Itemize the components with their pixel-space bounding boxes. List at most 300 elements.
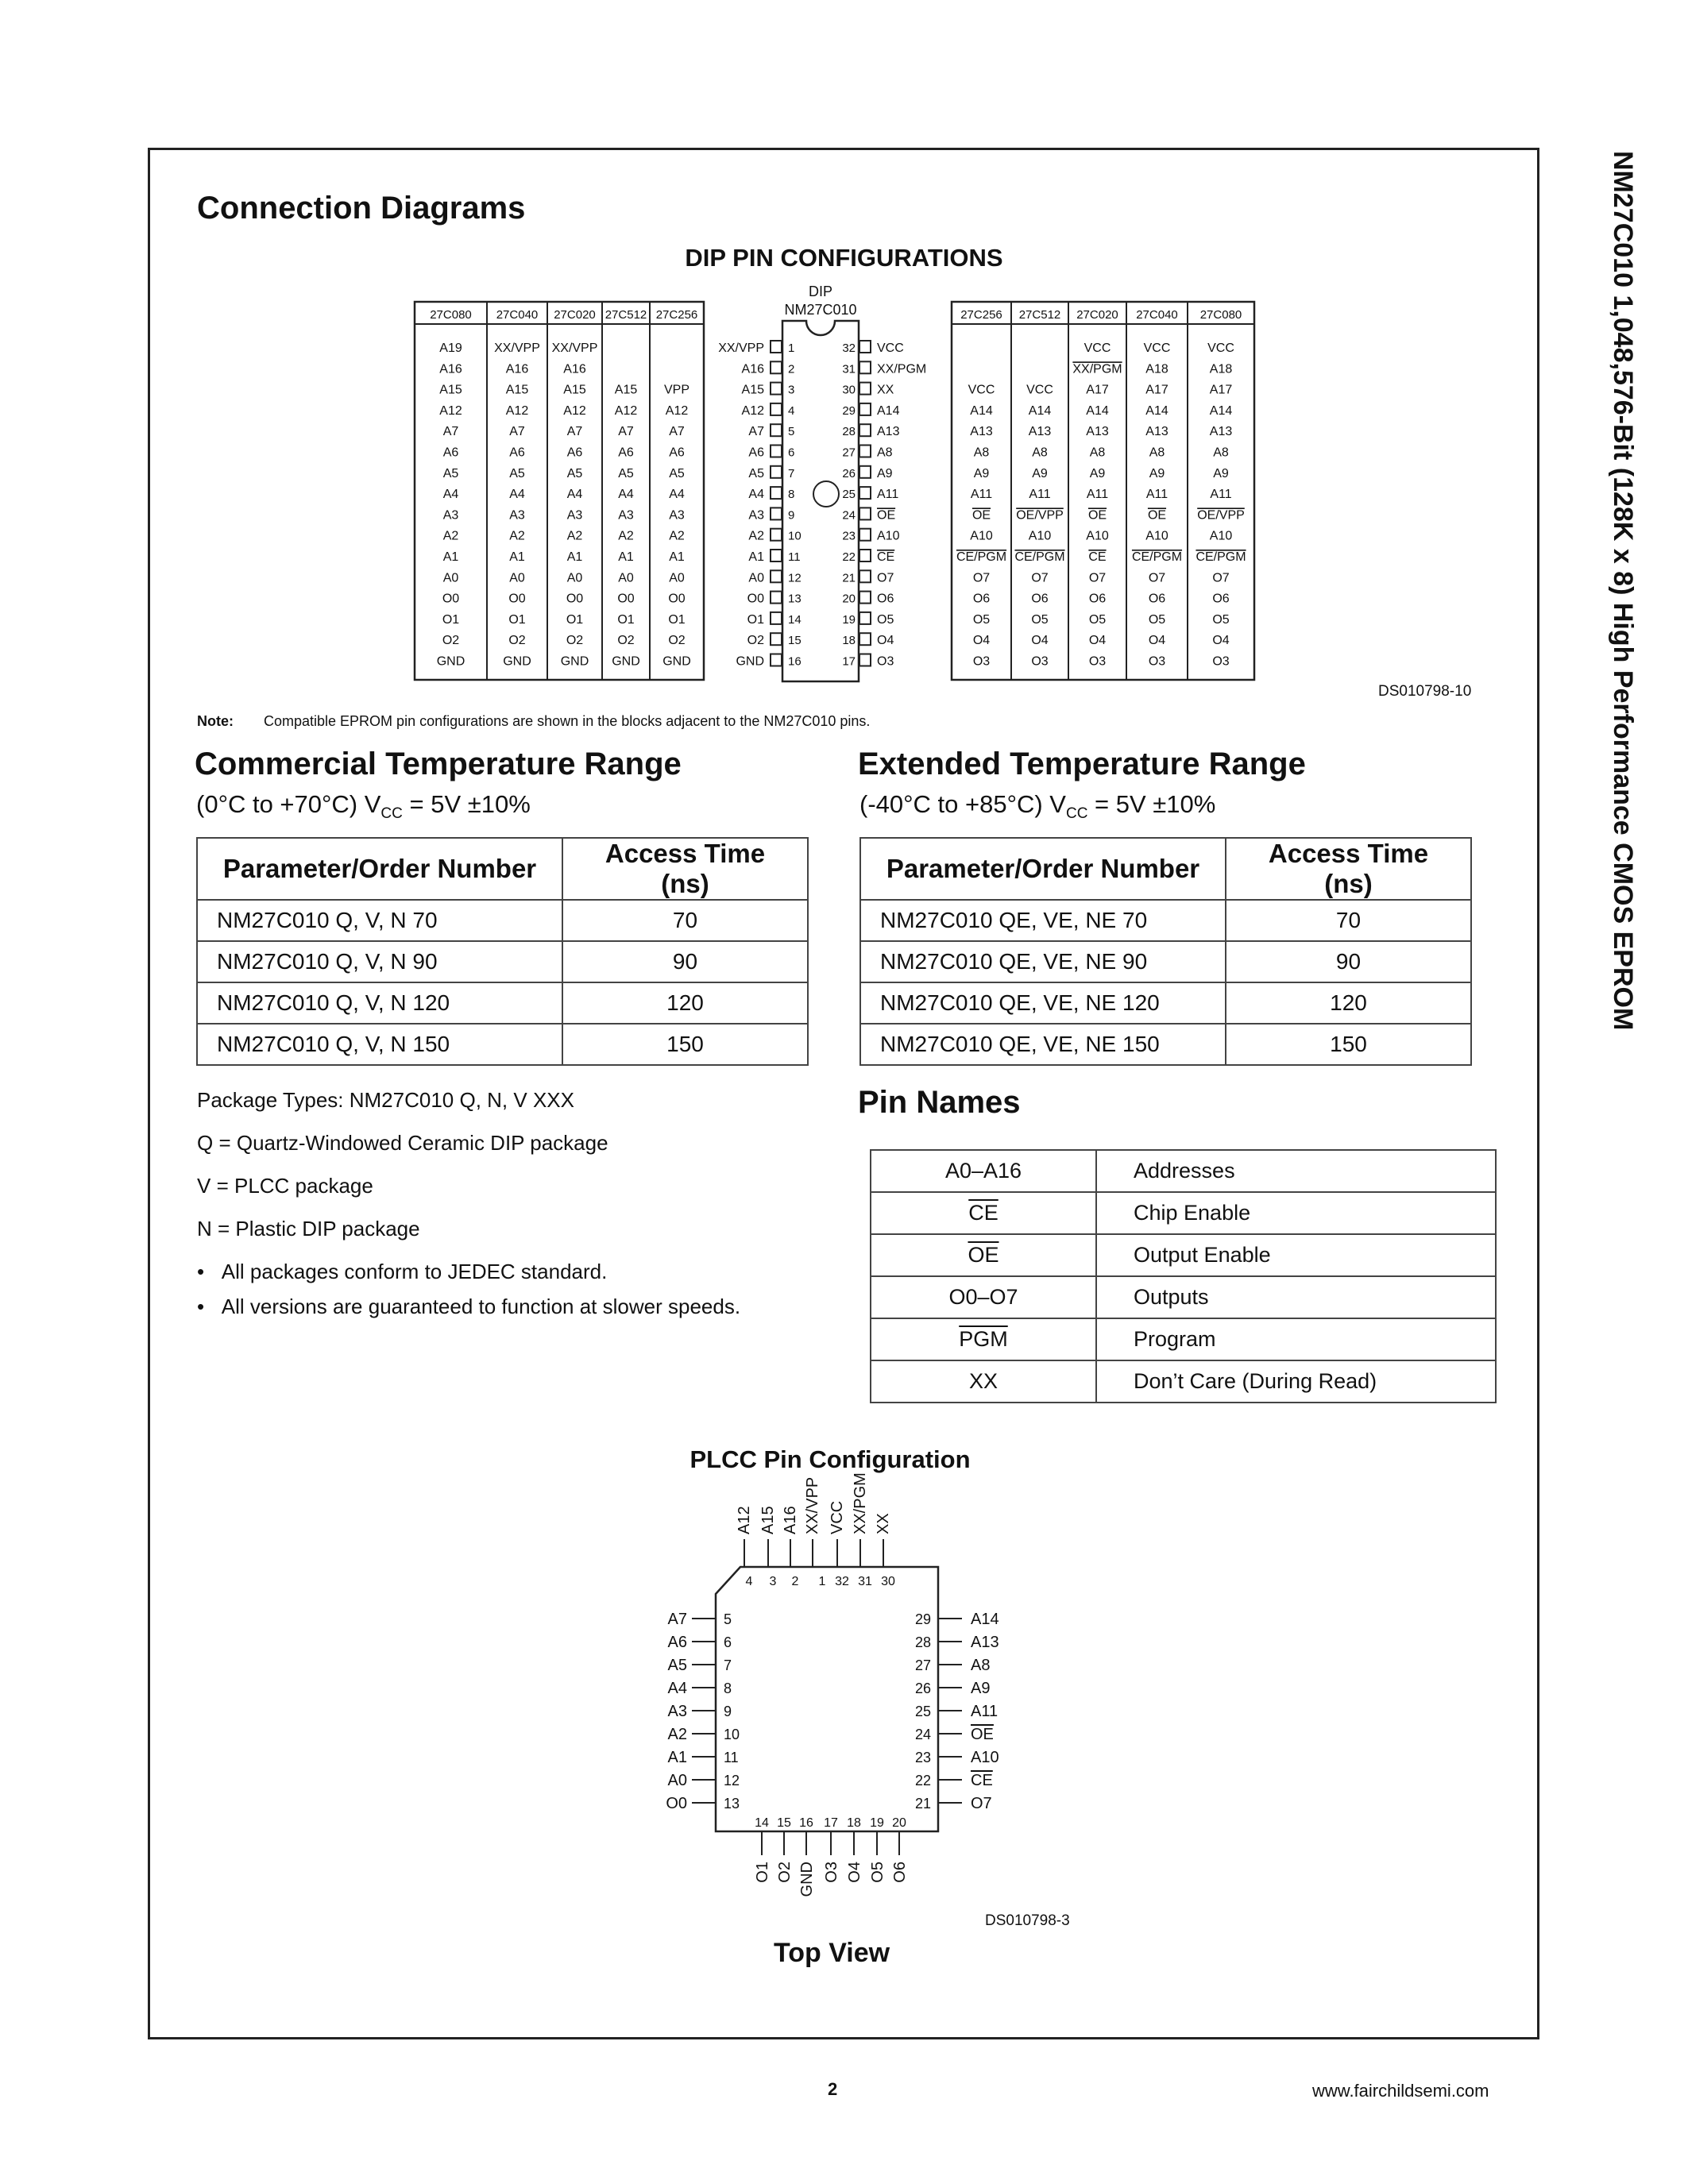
plcc-right-pin-label: OE	[971, 1726, 994, 1743]
dip-left-pin-label: GND	[503, 654, 531, 669]
plcc-top-pin-number: 31	[858, 1575, 872, 1588]
plcc-bottom-pin-label: O4	[846, 1862, 863, 1883]
pin-description: Chip Enable	[1096, 1192, 1496, 1234]
access-time: 90	[1226, 941, 1471, 982]
dip-right-pin-label: VCC	[1143, 341, 1171, 355]
dip-right-pin-label: A17	[1145, 383, 1168, 397]
dip-left-pin-label: O1	[442, 612, 460, 627]
dip-left-pin-label: A16	[505, 362, 529, 376]
dip-left-pin-label: A12	[439, 403, 462, 418]
plcc-left-pin-label: A6	[667, 1634, 687, 1651]
dip-center-left-pin: A12	[741, 403, 764, 418]
dip-right-pin-label: A10	[1209, 529, 1233, 543]
dip-left-pin-label: A12	[665, 403, 689, 418]
dip-right-pin-label: VCC	[968, 383, 995, 397]
plcc-right-pin-label: A14	[971, 1611, 999, 1628]
order-number: NM27C010 QE, VE, NE 90	[860, 941, 1226, 982]
dip-center-right-pin: XX/PGM	[877, 362, 927, 376]
access-time: 70	[1226, 900, 1471, 941]
dip-right-pin-label: O4	[972, 634, 991, 648]
dip-left-pin-label: O1	[508, 612, 526, 627]
document-title: NM27C010 1,048,576-Bit (128K x 8) High Performance CMOS EPROM	[1608, 151, 1638, 1031]
dip-right-pin-label: A9	[973, 466, 990, 480]
plcc-bottom-pin-number: 15	[777, 1816, 791, 1830]
dip-right-column-header: 27C256	[960, 308, 1002, 322]
dip-center-right-pin: O4	[877, 634, 894, 648]
dip-left-pin-label: A4	[618, 488, 634, 502]
dip-pin-number-right: 19	[842, 612, 856, 627]
dip-right-pin-label: CE/PGM	[956, 550, 1007, 564]
plcc-bottom-pin-number: 19	[870, 1816, 884, 1830]
dip-right-pin-label: A14	[1028, 403, 1052, 418]
dip-right-pin-label: CE	[1088, 550, 1107, 564]
dip-right-pin-label: VCC	[1026, 383, 1053, 397]
dip-left-pin-label: A6	[442, 446, 459, 460]
plcc-left-pin-number: 5	[724, 1611, 732, 1627]
plcc-right-pin-number: 21	[914, 1796, 931, 1812]
dip-center-left-pin: A3	[748, 508, 764, 523]
plcc-bottom-pin-number: 18	[847, 1816, 861, 1830]
dip-right-column-header: 27C040	[1136, 308, 1178, 322]
commercial-cond-suffix: = 5V ±10%	[402, 790, 531, 818]
access-time: 150	[562, 1024, 808, 1065]
dip-left-pin-label: O1	[566, 612, 584, 627]
dip-right-pin-label: O6	[972, 592, 991, 606]
dip-right-pin-label: O6	[1212, 592, 1230, 606]
access-time: 120	[562, 982, 808, 1024]
plcc-left-pin-label: A7	[667, 1611, 687, 1628]
dip-right-pin-label: OE/VPP	[1016, 508, 1064, 523]
pin-name: XX	[871, 1360, 1096, 1403]
dip-center-left-pin: A16	[741, 362, 764, 376]
table-header: Parameter/Order Number	[860, 838, 1226, 900]
dip-left-pin-label: A1	[618, 550, 634, 564]
plcc-left-pin-number: 10	[724, 1727, 740, 1742]
commercial-cond-sub: CC	[380, 805, 403, 823]
dip-drawing-id: DS010798-10	[1378, 683, 1472, 700]
dip-left-pin-label: A0	[442, 571, 459, 585]
section-title: Connection Diagrams	[197, 191, 526, 226]
dip-left-pin-label: A16	[439, 362, 462, 376]
dip-left-pin-label: A3	[566, 508, 583, 523]
dip-left-pin-label: XX/VPP	[494, 341, 540, 355]
plcc-top-pin-number: 3	[769, 1575, 777, 1588]
extended-title: Extended Temperature Range	[858, 747, 1306, 781]
footer-url: www.fairchildsemi.com	[1312, 2081, 1489, 2101]
dip-center-right-pin: O6	[877, 592, 894, 606]
dip-center-left-pin: XX/VPP	[718, 341, 764, 355]
dip-pin-number-right: 25	[842, 488, 856, 502]
dip-left-pin-label: A1	[442, 550, 459, 564]
dip-left-pin-label: A5	[509, 466, 525, 480]
dip-left-pin-label: A4	[566, 488, 583, 502]
dip-pin-number-right: 23	[842, 529, 856, 543]
dip-center-right-pin: A10	[877, 529, 900, 543]
pin-name: A0–A16	[871, 1150, 1096, 1192]
dip-left-pin-label: A0	[669, 571, 685, 585]
pin-description: Output Enable	[1096, 1234, 1496, 1276]
dip-right-pin-label: A10	[1145, 529, 1168, 543]
plcc-bottom-pin-number: 20	[892, 1816, 906, 1830]
plcc-top-pin-label: VCC	[829, 1500, 846, 1534]
dip-left-pin-label: GND	[612, 654, 640, 669]
dip-right-pin-label: A8	[1213, 446, 1229, 460]
plcc-body	[716, 1567, 938, 1831]
dip-pin-number-left: 1	[788, 341, 795, 355]
dip-center-right-pin: A14	[877, 403, 900, 418]
plcc-right-pin-number: 25	[914, 1704, 931, 1719]
dip-center-right-pin: A13	[877, 425, 900, 439]
dip-right-pin-label: A11	[1086, 488, 1109, 502]
dip-right-pin-label: O6	[1031, 592, 1049, 606]
dip-right-pin-label: A14	[970, 403, 993, 418]
dip-right-pin-label: O3	[1088, 654, 1107, 669]
dip-right-pin-label: A13	[1145, 425, 1168, 439]
dip-left-pin-label: A1	[566, 550, 583, 564]
plcc-top-pin-number: 2	[791, 1575, 799, 1588]
dip-left-pin-label: A4	[669, 488, 685, 502]
pin-description: Addresses	[1096, 1150, 1496, 1192]
plcc-top-pin-number: 32	[835, 1575, 849, 1588]
dip-pin-number-left: 12	[788, 571, 802, 585]
dip-right-pin-label: A9	[1032, 466, 1048, 480]
plcc-left-pin-number: 6	[724, 1634, 732, 1650]
extended-cond-suffix: = 5V ±10%	[1087, 790, 1216, 818]
dip-left-pin-label: A7	[618, 425, 634, 439]
pin-name: $\overline{PGM}$	[871, 1318, 1096, 1360]
dip-right-pin-label: A11	[1145, 488, 1168, 502]
package-line: V = PLCC package	[197, 1174, 373, 1198]
dip-right-pin-label: O7	[1212, 571, 1230, 585]
dip-center-right-pin: A9	[877, 466, 893, 480]
dip-pin-number-left: 2	[788, 362, 795, 376]
dip-right-pin-label: A10	[1028, 529, 1052, 543]
plcc-title: PLCC Pin Configuration	[689, 1445, 971, 1473]
dip-right-pin-label: O6	[1148, 592, 1166, 606]
dip-right-pin-label: O6	[1088, 592, 1107, 606]
dip-right-pin-label: OE	[1147, 508, 1167, 523]
plcc-left-pin-number: 12	[724, 1773, 740, 1788]
dip-center-left-pin: O2	[747, 634, 764, 648]
bullet-item: • All packages conform to JEDEC standard.	[197, 1260, 608, 1283]
dip-left-pin-label: A0	[566, 571, 583, 585]
dip-left-pin-label: O1	[668, 612, 686, 627]
plcc-top-pin-label: XX	[875, 1513, 892, 1534]
dip-left-pin-label: O0	[566, 592, 584, 606]
plcc-view-label: Top View	[774, 1938, 890, 1968]
dip-pin-number-right: 22	[842, 550, 856, 564]
order-number: NM27C010 Q, V, N 120	[197, 982, 562, 1024]
pin-name: $\overline{CE}$	[871, 1192, 1096, 1234]
dip-left-pin-label: A5	[566, 466, 583, 480]
dip-left-pin-label: A15	[439, 383, 462, 397]
dip-pin-number-right: 28	[842, 425, 856, 439]
dip-right-pin-label: A9	[1149, 466, 1165, 480]
plcc-right-pin-number: 24	[914, 1727, 931, 1742]
dip-pin-number-left: 9	[788, 508, 795, 523]
dip-left-pin-label: A2	[566, 529, 583, 543]
plcc-left-pin-label: A2	[667, 1726, 687, 1743]
dip-right-pin-label: A9	[1089, 466, 1106, 480]
dip-right-pin-label: CE/PGM	[1131, 550, 1183, 564]
dip-left-pin-label: A5	[618, 466, 634, 480]
dip-center-right-pin: OE	[877, 508, 896, 523]
dip-right-pin-label: O7	[1088, 571, 1107, 585]
plcc-right-pin-number: 26	[914, 1680, 931, 1696]
dip-right-pin-label: A11	[1210, 488, 1232, 502]
package-line: N = Plastic DIP package	[197, 1217, 420, 1241]
plcc-left-pin-number: 9	[724, 1704, 732, 1719]
dip-left-pin-label: A0	[618, 571, 634, 585]
dip-right-pin-label: A18	[1145, 362, 1168, 376]
dip-right-pin-label: A8	[1089, 446, 1106, 460]
dip-left-column-header: 27C040	[496, 308, 539, 322]
dip-center-right-pin: O7	[877, 571, 894, 585]
plcc-drawing-id: DS010798-3	[985, 1912, 1070, 1929]
dip-right-pin-label: VCC	[1083, 341, 1111, 355]
dip-left-pin-label: A7	[566, 425, 583, 439]
dip-pin-number-left: 15	[788, 634, 802, 648]
order-number: NM27C010 Q, V, N 70	[197, 900, 562, 941]
pin-names-title: Pin Names	[858, 1085, 1021, 1120]
dip-right-pin-label: A13	[1086, 425, 1109, 439]
plcc-left-pin-label: A3	[667, 1703, 687, 1720]
plcc-bottom-pin-label: O5	[869, 1862, 886, 1883]
dip-right-pin-label: OE	[971, 508, 991, 523]
dip-left-pin-label: O1	[617, 612, 635, 627]
package-line: Q = Quartz-Windowed Ceramic DIP package	[197, 1131, 608, 1155]
dip-center-left-pin: A7	[748, 425, 764, 439]
package-line: Package Types: NM27C010 Q, N, V XXX	[197, 1088, 574, 1112]
page-number: 2	[828, 2079, 838, 2099]
dip-right-pin-label: A11	[970, 488, 993, 502]
dip-left-pin-label: A3	[509, 508, 525, 523]
dip-left-pin-label: A4	[509, 488, 525, 502]
order-number: NM27C010 Q, V, N 150	[197, 1024, 562, 1065]
dip-left-column-header: 27C512	[605, 308, 647, 322]
dip-right-pin-label: O7	[1031, 571, 1049, 585]
dip-left-pin-label: A15	[563, 383, 586, 397]
dip-right-column-header: 27C512	[1018, 308, 1061, 322]
dip-right-pin-label: O4	[1212, 634, 1230, 648]
plcc-right-pin-label: A9	[971, 1680, 991, 1697]
dip-left-pin-label: O0	[668, 592, 686, 606]
plcc-right-pin-label: A8	[971, 1657, 991, 1674]
plcc-top-pin-label: A15	[759, 1506, 777, 1534]
dip-left-pin-label: A6	[509, 446, 525, 460]
dip-pin-number-right: 24	[842, 508, 856, 523]
dip-pin-number-left: 7	[788, 466, 795, 480]
dip-left-column-header: 27C020	[554, 308, 596, 322]
plcc-bottom-pin-label: O1	[754, 1862, 771, 1883]
dip-right-pin-label: A10	[970, 529, 993, 543]
dip-right-pin-label: O3	[1212, 654, 1230, 669]
dip-right-pin-label: A9	[1213, 466, 1229, 480]
dip-left-pin-label: A1	[669, 550, 685, 564]
pin-name: $\overline{OE}$	[871, 1234, 1096, 1276]
pin-name: O0–O7	[871, 1276, 1096, 1318]
plcc-bottom-pin-number: 16	[799, 1816, 813, 1830]
dip-left-pin-label: A12	[614, 403, 638, 418]
dip-pin-number-left: 4	[788, 403, 795, 418]
dip-pin-number-left: 11	[788, 550, 801, 564]
order-number: NM27C010 QE, VE, NE 120	[860, 982, 1226, 1024]
dip-pin-number-left: 14	[788, 612, 802, 627]
bullet-text: All versions are guaranteed to function at slower speeds.	[221, 1295, 741, 1318]
dip-right-pin-label: O5	[1088, 612, 1107, 627]
dip-right-pin-label: O3	[972, 654, 991, 669]
dip-left-pin-label: O2	[668, 634, 686, 648]
dip-center-right-pin: A8	[877, 446, 893, 460]
dip-left-pin-label: A2	[442, 529, 459, 543]
dip-left-column-header: 27C080	[430, 308, 472, 322]
extended-cond-prefix: (-40°C to +85°C) V	[859, 790, 1066, 818]
plcc-right-pin-number: 22	[914, 1773, 931, 1788]
plcc-left-pin-number: 11	[724, 1750, 739, 1765]
dip-right-pin-label: O5	[1031, 612, 1049, 627]
plcc-top-pin-label: A16	[782, 1506, 799, 1534]
dip-right-pin-label: A11	[1029, 488, 1051, 502]
dip-left-pin-label: GND	[662, 654, 691, 669]
dip-left-pin-label: A4	[442, 488, 459, 502]
plcc-top-pin-label: XX/VPP	[804, 1476, 821, 1534]
dip-pin-number-right: 17	[842, 654, 856, 669]
dip-center-label: DIP	[808, 284, 833, 299]
access-time: 120	[1226, 982, 1471, 1024]
dip-pin-number-left: 8	[788, 488, 795, 502]
plcc-top-pin-label: XX/PGM	[852, 1472, 869, 1534]
order-number: NM27C010 QE, VE, NE 150	[860, 1024, 1226, 1065]
plcc-right-pin-label: A10	[971, 1749, 999, 1766]
dip-left-column-header: 27C256	[655, 308, 698, 322]
dip-right-pin-label: CE/PGM	[1014, 550, 1065, 564]
dip-right-pin-label: A17	[1209, 383, 1233, 397]
dip-right-pin-label: O3	[1148, 654, 1166, 669]
order-number: NM27C010 Q, V, N 90	[197, 941, 562, 982]
dip-right-pin-label: A13	[970, 425, 993, 439]
bullet-item: • All versions are guaranteed to function at slower speeds.	[197, 1295, 741, 1318]
dip-left-pin-label: O2	[617, 634, 635, 648]
dip-right-column-header: 27C020	[1076, 308, 1118, 322]
dip-center-right-pin: VCC	[877, 341, 904, 355]
dip-pin-number-left: 13	[788, 592, 802, 606]
dip-right-pin-label: O5	[1148, 612, 1166, 627]
dip-center-left-pin: A0	[748, 571, 764, 585]
plcc-top-pin-label: A12	[736, 1506, 753, 1534]
dip-left-pin-label: A12	[505, 403, 529, 418]
plcc-left-pin-label: A5	[667, 1657, 687, 1674]
access-time: 90	[562, 941, 808, 982]
pin-description: Don’t Care (During Read)	[1096, 1360, 1496, 1403]
dip-pin-number-left: 16	[788, 654, 802, 669]
dip-pin-number-left: 10	[788, 529, 802, 543]
dip-center-right-pin: XX	[877, 383, 894, 397]
dip-right-pin-label: A10	[1086, 529, 1109, 543]
plcc-right-pin-label: O7	[971, 1795, 992, 1812]
dip-right-pin-label: O7	[972, 571, 991, 585]
dip-left-pin-label: A2	[618, 529, 634, 543]
dip-left-pin-label: O2	[442, 634, 460, 648]
table-header: Access Time (ns)	[562, 838, 808, 900]
plcc-left-pin-label: O0	[666, 1795, 687, 1812]
commercial-cond-prefix: (0°C to +70°C) V	[196, 790, 381, 818]
dip-pin-number-left: 6	[788, 446, 795, 460]
plcc-bottom-pin-label: O6	[891, 1862, 909, 1883]
dip-left-pin-label: A15	[505, 383, 529, 397]
dip-left-pin-label: A16	[563, 362, 586, 376]
dip-right-pin-label: O3	[1031, 654, 1049, 669]
dip-right-pin-label: O4	[1031, 634, 1049, 648]
plcc-right-pin-label: CE	[971, 1772, 993, 1789]
dip-center-right-pin: O5	[877, 612, 894, 627]
dip-center-left-pin: A5	[748, 466, 764, 480]
dip-right-pin-label: XX/PGM	[1072, 362, 1122, 376]
plcc-left-pin-number: 13	[724, 1796, 740, 1812]
plcc-left-pin-number: 7	[724, 1657, 732, 1673]
plcc-right-pin-label: A11	[971, 1703, 999, 1720]
plcc-right-pin-number: 27	[914, 1657, 931, 1673]
plcc-left-pin-label: A4	[667, 1680, 687, 1697]
dip-left-pin-label: O0	[617, 592, 635, 606]
dip-pin-number-right: 32	[842, 341, 856, 355]
plcc-top-pin-number: 4	[745, 1575, 753, 1588]
dip-left-pin-label: GND	[560, 654, 589, 669]
dip-left-pin-label: O2	[566, 634, 584, 648]
dip-pin-number-right: 21	[842, 571, 856, 585]
dip-left-pin-label: O0	[508, 592, 526, 606]
dip-left-pin-label: A5	[442, 466, 459, 480]
plcc-left-pin-number: 8	[724, 1680, 732, 1696]
plcc-right-pin-number: 28	[914, 1634, 931, 1650]
dip-pin-number-right: 18	[842, 634, 856, 648]
dip-left-pin-label: XX/VPP	[551, 341, 598, 355]
dip-left-pin-label: A2	[509, 529, 525, 543]
note-text: Compatible EPROM pin configurations are shown in the blocks adjacent to the NM27C010 pins.	[264, 713, 871, 729]
dip-center-part: NM27C010	[784, 302, 857, 318]
dip-left-pin-label: A6	[618, 446, 634, 460]
dip-pin-number-right: 27	[842, 446, 856, 460]
dip-right-pin-label: A18	[1209, 362, 1233, 376]
dip-pin-number-right: 31	[842, 362, 856, 376]
dip-left-pin-label: A7	[442, 425, 459, 439]
plcc-left-pin-label: A0	[667, 1772, 687, 1789]
dip-left-pin-label: GND	[436, 654, 465, 669]
dip-right-column-header: 27C080	[1199, 308, 1242, 322]
extended-cond-sub: CC	[1065, 805, 1088, 823]
dip-right-pin-label: A14	[1145, 403, 1168, 418]
dip-center-left-pin: O1	[747, 612, 764, 627]
dip-right-pin-label: A14	[1086, 403, 1109, 418]
dip-center-right-pin: O3	[877, 654, 894, 669]
dip-left-pin-label: A7	[509, 425, 525, 439]
dip-right-pin-label: OE/VPP	[1197, 508, 1245, 523]
dip-pin-number-right: 26	[842, 466, 856, 480]
dip-right-pin-label: O4	[1088, 634, 1107, 648]
dip-left-pin-label: A6	[566, 446, 583, 460]
plcc-right-pin-number: 29	[914, 1611, 931, 1627]
access-time: 150	[1226, 1024, 1471, 1065]
dip-right-pin-label: A14	[1209, 403, 1233, 418]
dip-center-left-pin: A15	[741, 383, 764, 397]
plcc-bottom-pin-number: 17	[824, 1816, 838, 1830]
dip-right-pin-label: O5	[972, 612, 991, 627]
dip-right-pin-label: O5	[1212, 612, 1230, 627]
dip-right-pin-label: CE/PGM	[1196, 550, 1246, 564]
plcc-bottom-pin-number: 14	[755, 1816, 769, 1830]
plcc-top-pin-number: 30	[881, 1575, 895, 1588]
note-label: Note:	[197, 713, 234, 729]
pin-description: Program	[1096, 1318, 1496, 1360]
